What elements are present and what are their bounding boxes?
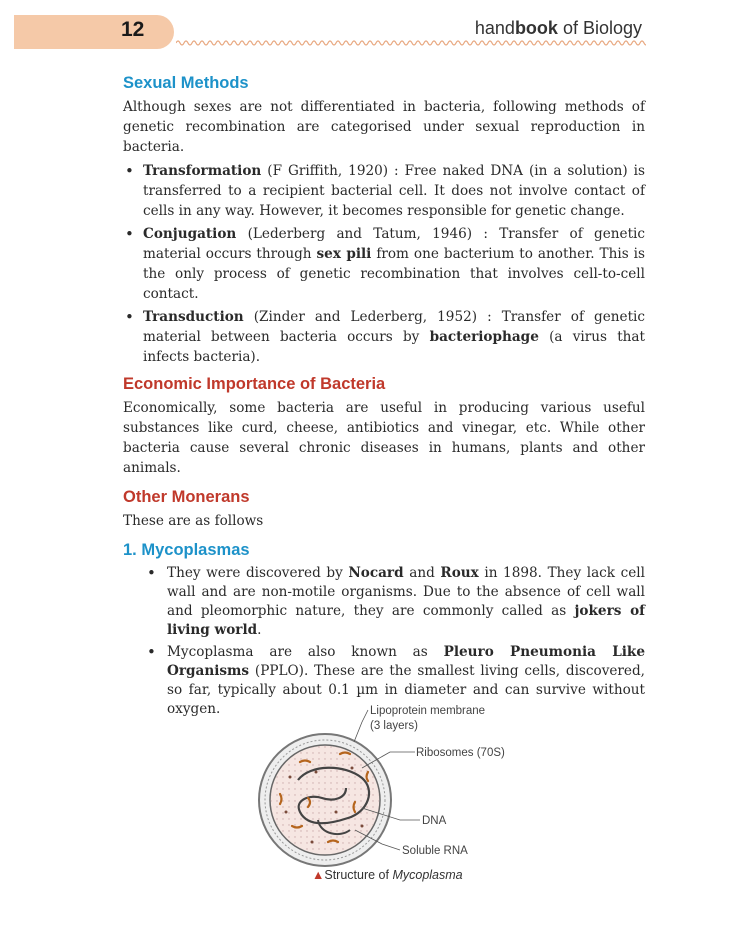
page-number-tab	[14, 15, 174, 49]
list-item: • They were discovered by Nocard and Roux in 1898. They lack cell wall and are non-motile organisms. Due to the absence of cell wall and pleomorphic nature, they are commonly called as jokers of living world.	[145, 564, 645, 640]
caption-triangle-icon: ▲	[312, 868, 325, 882]
ribosome	[285, 811, 288, 814]
ribosome	[311, 841, 314, 844]
sexual-methods-intro: Although sexes are not differentiated in bacteria, following methods of genetic recombination are categorised under sexual reproduction in bacteria.	[123, 99, 645, 155]
label-soluble-rna: Soluble RNA	[402, 845, 468, 857]
heading-economic-importance: Economic Importance of Bacteria	[123, 375, 386, 393]
ribosome	[351, 767, 354, 770]
header-wave-divider	[176, 38, 646, 48]
label-membrane: Lipoprotein membrane	[370, 705, 486, 717]
ribosome	[335, 811, 338, 814]
list-item: • Transduction (Zinder and Lederberg, 1952) : Transfer of genetic material between bacteria occurs by bacteriophage (a virus that infects bacteria).	[123, 307, 645, 367]
heading-other-monerans: Other Monerans	[123, 488, 250, 506]
figure-caption: ▲Structure of Mycoplasma	[312, 868, 463, 882]
mycoplasma-diagram	[250, 702, 540, 892]
other-monerans-text: These are as follows	[123, 513, 264, 529]
page-content	[123, 70, 645, 722]
list-item: • Mycoplasma are also known as Pleuro Pneumonia Like Organisms (PPLO). These are the smallest living cells, discovered, so far, typically about 0.1 µm in diameter and can survive without oxygen.	[145, 643, 645, 719]
ribosome	[315, 771, 318, 774]
sexual-methods-list	[123, 161, 645, 367]
page-number: 12	[121, 18, 145, 41]
mycoplasmas-list	[145, 564, 645, 719]
label-membrane-layers: (3 layers)	[370, 720, 418, 732]
list-item: • Transformation (F Griffith, 1920) : Free naked DNA (in a solution) is transferred to a recipient bacterial cell. It does not involve contact of cells in any way. However, it becomes responsible for genetic change.	[123, 161, 645, 221]
heading-mycoplasmas: 1. Mycoplasmas	[123, 541, 250, 559]
label-ribosomes: Ribosomes (70S)	[416, 747, 505, 759]
ribosome	[361, 825, 364, 828]
label-dna: DNA	[422, 815, 447, 827]
cytoplasm-texture	[271, 746, 379, 854]
heading-sexual-methods: Sexual Methods	[123, 74, 249, 92]
running-title: handbook of Biology	[474, 18, 642, 38]
list-item: • Conjugation (Lederberg and Tatum, 1946) : Transfer of genetic material occurs through sex pili from one bacterium to another. This is the only process of genetic recombination that involves cell-to-cell contact.	[123, 224, 645, 304]
leader-membrane	[354, 710, 368, 742]
economic-text: Economically, some bacteria are useful in producing various useful substances like curd, cheese, antibiotics and vinegar, etc. While other bacteria cause several chronic diseases in humans, plants and other animals.	[123, 400, 645, 476]
ribosome	[289, 776, 292, 779]
